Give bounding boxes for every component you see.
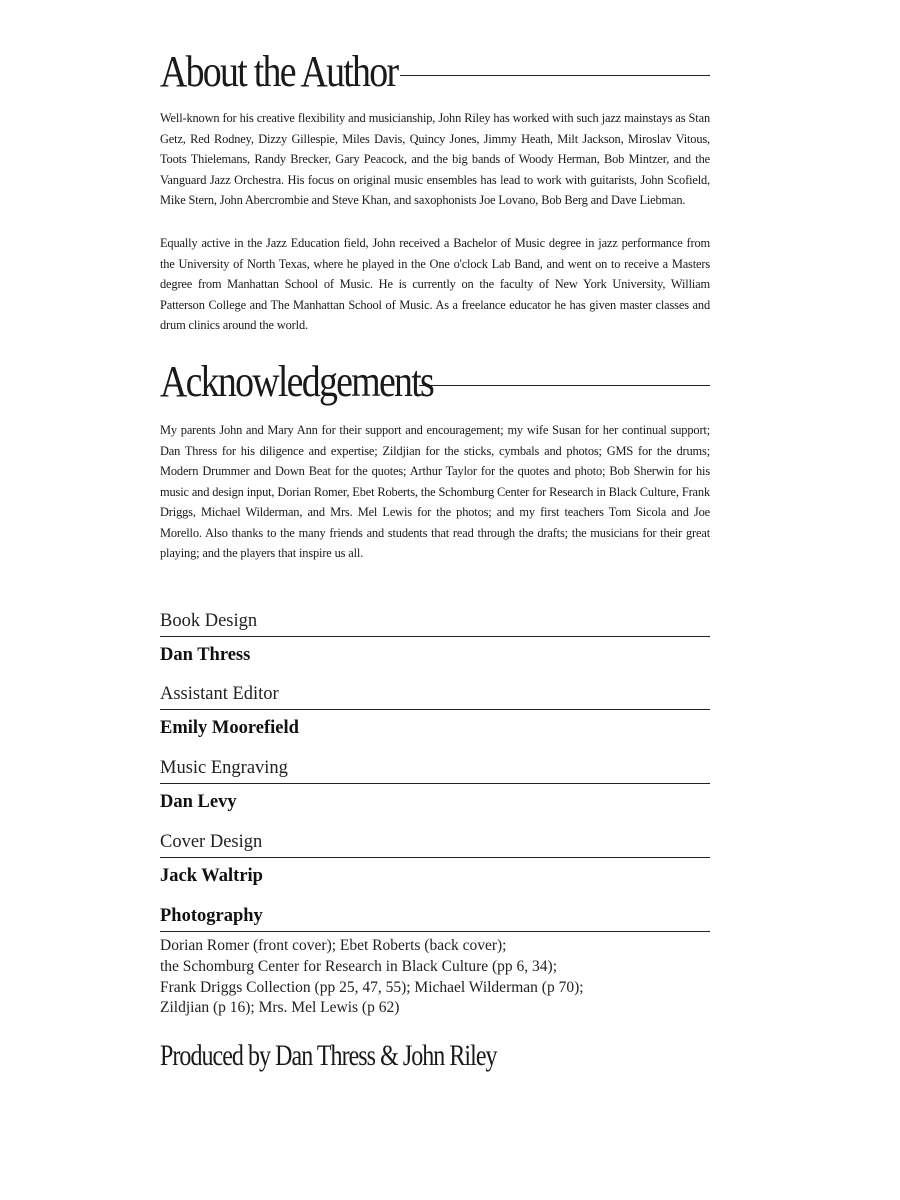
photography-line: Frank Driggs Collection (pp 25, 47, 55); Michael Wilderman (p 70); (160, 978, 584, 996)
acknowledgements-heading: Acknowledgements (160, 357, 434, 406)
credit-rule (160, 783, 710, 784)
photography-line: the Schomburg Center for Research in Black Culture (pp 6, 34); (160, 957, 558, 975)
credit-rule (160, 931, 710, 932)
acknowledgements-heading-row (160, 357, 710, 406)
photography-line: Zildjian (p 16); Mrs. Mel Lewis (p 62) (160, 999, 400, 1017)
credit-label-assistant-editor: Assistant Editor (160, 684, 279, 704)
credit-name-assistant-editor: Emily Moorefield (160, 718, 299, 738)
photography-line: Dorian Romer (front cover); Ebet Roberts (back cover); (160, 937, 507, 954)
credit-rule (160, 709, 710, 710)
about-heading: About the Author (160, 47, 398, 96)
about-heading-rule (400, 75, 710, 76)
credit-name-book-design: Dan Thress (160, 645, 251, 665)
credit-label-cover-design: Cover Design (160, 832, 263, 852)
produced-by: Produced by Dan Thress & John Riley (160, 1039, 497, 1072)
credit-label-music-engraving: Music Engraving (160, 758, 288, 778)
credit-label-book-design: Book Design (160, 611, 258, 631)
about-paragraph-1: Well-known for his creative flexibility and musicianship, John Riley has worked with such jazz mainstays as Stan Getz, Red Rodney, Dizzy Gillespie, Miles Davis, Quincy Jones, Jimmy Heath, Milt Jackson, Miroslav Vitous, Toots Thielemans, Randy Brecker, Gary Peacock, and the big bands of Woody Herman, Bob Mintzer, and the Vanguard Jazz Orchestra. His focus on original music ensembles has lead to work with guitarists, John Scofield, Mike Stern, John Abercrombie and Steve Khan, and saxophonists Joe Lovano, Bob Berg and Dave Liebman. (160, 111, 710, 207)
photography-credits (160, 936, 710, 1019)
credit-label-photography: Photography (160, 906, 263, 926)
about-paragraph-2: Equally active in the Jazz Education field, John received a Bachelor of Music degree in jazz performance from the University of North Texas, where he played in the One o'clock Lab Band, and went on to receive a Masters degree from Manhattan School of Music. He is currently on the faculty of New York University, William Patterson College and The Manhattan School of Music. As a freelance educator he has given master classes and drum clinics around the world. (160, 236, 710, 332)
credit-name-music-engraving: Dan Levy (160, 792, 237, 812)
credit-rule (160, 857, 710, 858)
credit-rule (160, 636, 710, 637)
acknowledgements-heading-rule (419, 385, 710, 386)
credit-name-cover-design: Jack Waltrip (160, 866, 263, 886)
acknowledgements-paragraph: My parents John and Mary Ann for their support and encouragement; my wife Susan for her continual support; Dan Thress for his diligence and expertise; Zildjian for the sticks, cymbals and photos; GMS for the drums; Modern Drummer and Down Beat for the quotes; Arthur Taylor for the quotes and photo; Bob Sherwin for his music and design input, Dorian Romer, Ebet Roberts, the Schomburg Center for Research in Black Culture, Frank Driggs, Michael Wilderman, and Mrs. Mel Lewis for the photos; and my first teachers Tom Sicola and Joe Morello. Also thanks to the many friends and students that read through the drafts; the musicians for their great playing; and the players that inspire us all. (160, 423, 710, 560)
about-heading-row (160, 47, 710, 96)
